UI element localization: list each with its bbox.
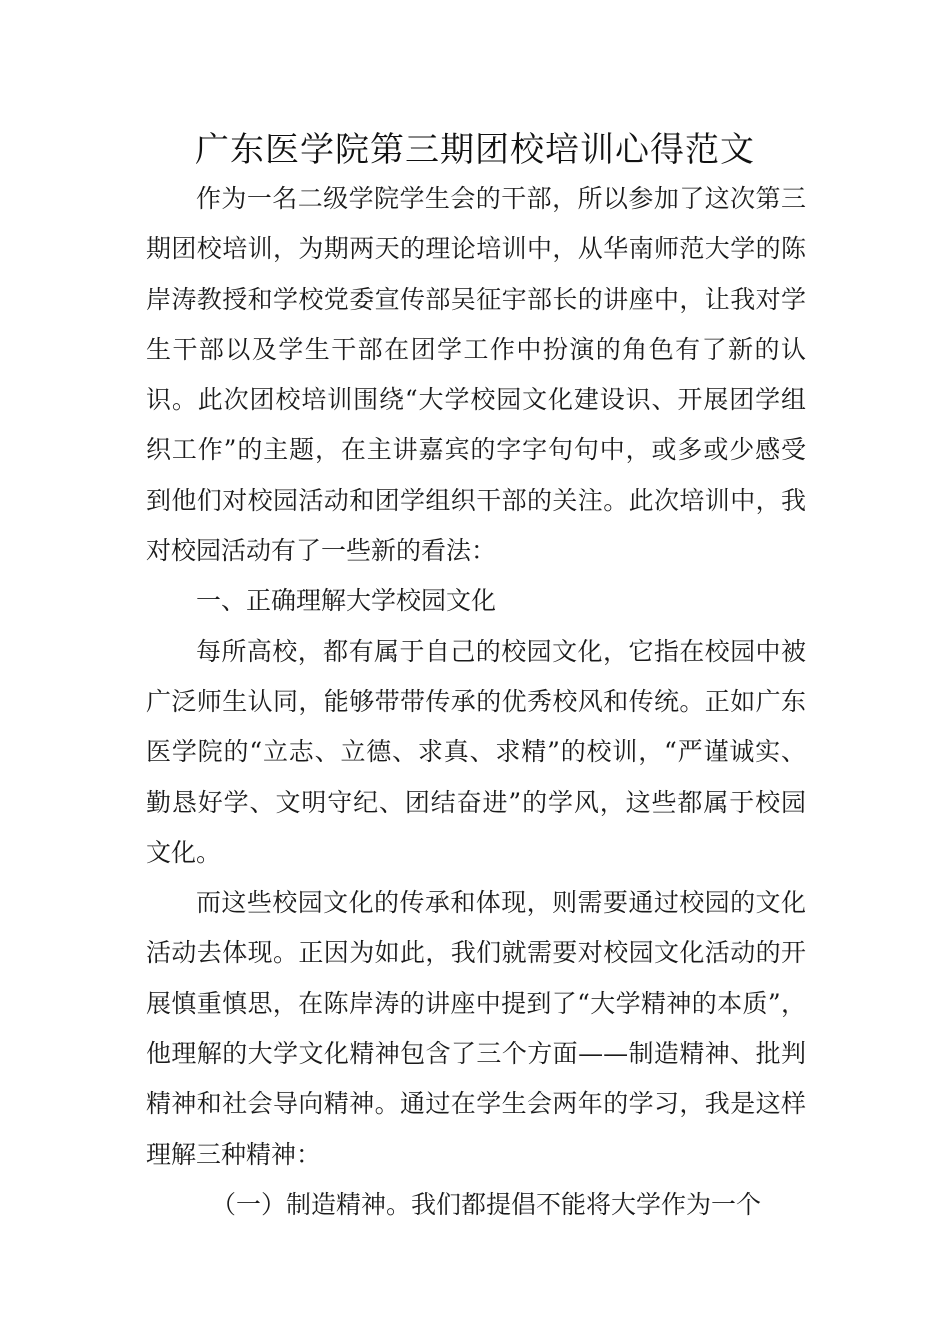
- paragraph-cultural-activities: 而这些校园文化的传承和体现，则需要通过校园的文化活动去体现。正因为如此，我们就需要对校园文化活动的开展慎重慎思，在陈岸涛的讲座中提到了“大学精神的本质”，他理解的大学文化精神包含了三个方面——制造精神、批判精神和社会导向精神。通过在学生会两年的学习，我是这样理解三种精神：: [146, 888, 806, 1169]
- section-heading-1: 一、正确理解大学校园文化: [196, 586, 497, 616]
- paragraph-intro: 作为一名二级学院学生会的干部，所以参加了这次第三期团校培训，为期两天的理论培训中，从华南师范大学的陈岸涛教授和学校党委宣传部吴征宇部长的讲座中，让我对学生干部以及学生干部在团学工作中扮演的角色有了新的认识。此次团校培训围绕“大学校园文化建设识、开展团学组织工作”的主题，在主讲嘉宾的字字句句中，或多或少感受到他们对校园活动和团学组织干部的关注。此次培训中，我对校园活动有了一些新的看法：: [146, 184, 806, 566]
- paragraph-item-1: （一）制造精神。我们都提倡不能将大学作为一个: [211, 1189, 762, 1219]
- paragraph-campus-culture: 每所高校，都有属于自己的校园文化，它指在校园中被广泛师生认同，能够带带传承的优秀校风和传统。正如广东医学院的“立志、立德、求真、求精”的校训，“严谨诚实、勤恳好学、文明守纪、团结奋进”的学风，这些都属于校园文化。: [146, 636, 806, 867]
- document-body: [146, 174, 806, 1230]
- document-title: 广东医学院第三期团校培训心得范文: [195, 130, 755, 170]
